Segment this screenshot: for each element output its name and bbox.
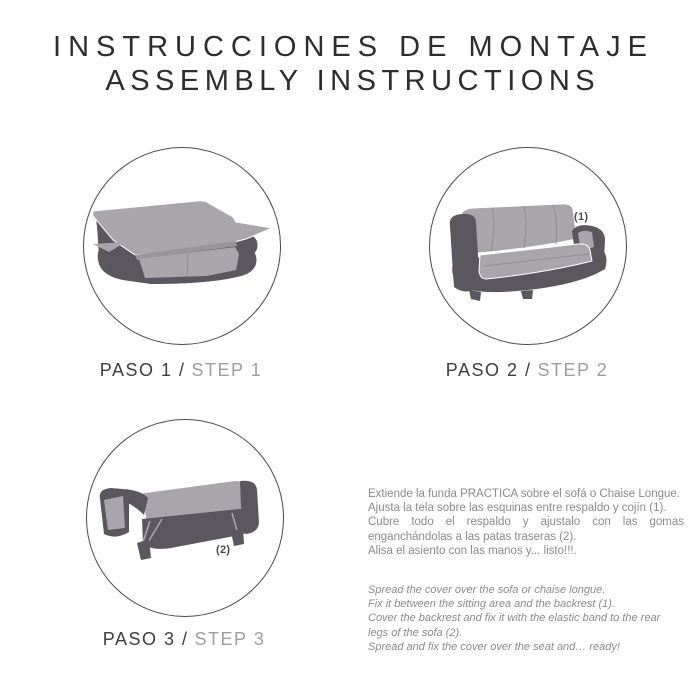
instructions-english-line: Spread the cover over the sofa or chaise longue. (368, 584, 606, 596)
step3-label-english: STEP 3 (194, 629, 266, 649)
step2-sofa-fitted-cover-illustration (445, 203, 620, 308)
page-title-spanish: INSTRUCCIONES DE MONTAJE (53, 31, 654, 63)
annotation-1: (1) (574, 211, 589, 223)
step1-label-english: STEP 1 (191, 360, 263, 380)
instructions-english-line: legs of the sofa (2). (368, 626, 463, 639)
page-title-english: ASSEMBLY INSTRUCTIONS (105, 65, 601, 97)
step1-label-spanish: PASO 1 / (99, 360, 186, 380)
instructions-spanish-line: Extiende la funda PRACTICA sobre el sofá o Chaise Longue. (368, 488, 680, 500)
step3-label (86, 629, 282, 649)
step1-sofa-draped-cover-illustration (93, 194, 278, 311)
instructions-english-line: Cover the backrest and fix it with the elastic band to the rear (368, 612, 661, 625)
instructions-spanish-line: Alisa el asiento con las manos y... listo!!!. (368, 544, 577, 557)
instructions-spanish-line: enganchándolas a las patas traseras (2). (368, 530, 577, 543)
step2-label-spanish: PASO 2 / (445, 360, 532, 380)
step3-label-spanish: PASO 3 / (102, 629, 189, 649)
step1-label (83, 360, 279, 380)
step3-sofa-back-elastic-band-illustration (98, 477, 270, 571)
instructions-spanish (368, 487, 684, 558)
step2-label-english: STEP 2 (537, 360, 609, 380)
instructions-spanish-line: Ajusta la tela sobre las esquinas entre respaldo y cojín (1). (368, 502, 667, 515)
instructions-english-line: Spread and fix the cover over the seat and… ready! (368, 640, 620, 653)
instructions-spanish-line: Cubre todo el respaldo y ajustalo con las gomas (368, 516, 684, 529)
instructions-english-line: Fix it between the sitting area and the backrest (1). (368, 598, 616, 611)
annotation-2: (2) (216, 544, 231, 556)
instructions-english (368, 583, 684, 654)
step2-label (429, 360, 625, 380)
